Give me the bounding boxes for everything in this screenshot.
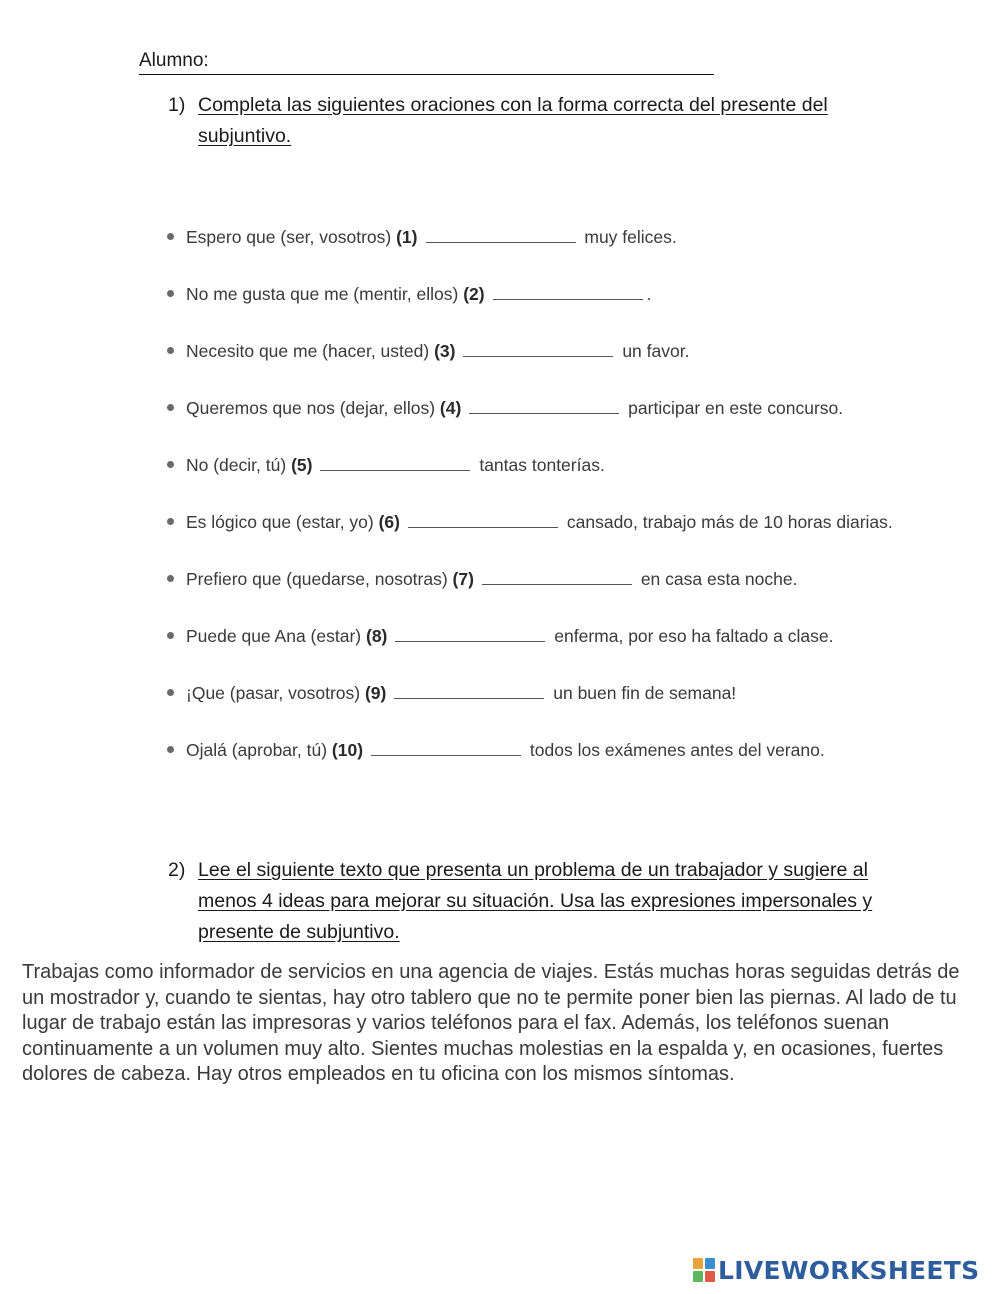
list-item: Puede que Ana (estar) (8) enferma, por eso ha faltado a clase. bbox=[164, 621, 984, 678]
exercise-1-number: 1) bbox=[168, 94, 186, 116]
bullet-icon bbox=[167, 632, 174, 639]
bullet-icon bbox=[167, 746, 174, 753]
reading-passage: Trabajas como informador de servicios en una agencia de viajes. Estás muchas horas seguidas detrás de un mostrador y, cuando te sientas, hay otro tablero que no te permite poner bien las piernas. Al lado de tu lugar de trabajo están las impresoras y varios teléfonos para el fax. Además, los teléfonos suenan continuamente a un volumen muy alto. Sientes muchas molestias en la espalda y, en ocasiones, fuertes dolores de cabeza. Hay otros empleados en tu oficina con los mismos síntomas. bbox=[22, 961, 960, 1085]
bullet-icon bbox=[167, 461, 174, 468]
answer-blank[interactable] bbox=[426, 222, 576, 243]
logo-square-icon bbox=[693, 1271, 703, 1282]
answer-blank[interactable] bbox=[469, 393, 619, 414]
logo-square-icon bbox=[705, 1271, 715, 1282]
logo-square-icon bbox=[705, 1258, 715, 1269]
answer-blank[interactable] bbox=[320, 450, 470, 471]
list-item: Ojalá (aprobar, tú) (10) todos los exámenes antes del verano. bbox=[164, 735, 984, 792]
exercise-1-list bbox=[164, 222, 984, 792]
answer-blank[interactable] bbox=[371, 735, 521, 756]
liveworksheets-logo bbox=[693, 1256, 979, 1284]
exercise-2-instruction bbox=[168, 855, 888, 948]
answer-blank[interactable] bbox=[395, 621, 545, 642]
exercise-2-text: Lee el siguiente texto que presenta un problema de un trabajador y sugiere al menos 4 ideas para mejorar su situación. Usa las expresiones impersonales y presente de subjuntivo. bbox=[198, 859, 873, 943]
student-name-field[interactable] bbox=[139, 48, 714, 75]
student-label: Alumno: bbox=[139, 50, 209, 71]
answer-blank[interactable] bbox=[408, 507, 558, 528]
logo-icon bbox=[693, 1258, 715, 1282]
bullet-icon bbox=[167, 518, 174, 525]
bullet-icon bbox=[167, 689, 174, 696]
answer-blank[interactable] bbox=[463, 336, 613, 357]
list-item: Prefiero que (quedarse, nosotras) (7) en casa esta noche. bbox=[164, 564, 984, 621]
bullet-icon bbox=[167, 404, 174, 411]
list-item: No (decir, tú) (5) tantas tonterías. bbox=[164, 450, 984, 507]
answer-blank[interactable] bbox=[394, 678, 544, 699]
exercise-1-text: Completa las siguientes oraciones con la forma correcta del presente del subjuntivo. bbox=[198, 94, 828, 147]
list-item: ¡Que (pasar, vosotros) (9) un buen fin de semana! bbox=[164, 678, 984, 735]
list-item: Queremos que nos (dejar, ellos) (4) participar en este concurso. bbox=[164, 393, 984, 450]
list-item: Es lógico que (estar, yo) (6) cansado, trabajo más de 10 horas diarias. bbox=[164, 507, 984, 564]
bullet-icon bbox=[167, 575, 174, 582]
exercise-1-instruction bbox=[168, 90, 868, 152]
answer-blank[interactable] bbox=[493, 279, 643, 300]
answer-blank[interactable] bbox=[482, 564, 632, 585]
list-item: Necesito que me (hacer, usted) (3) un favor. bbox=[164, 336, 984, 393]
exercise-2-number: 2) bbox=[168, 859, 186, 881]
bullet-icon bbox=[167, 233, 174, 240]
bullet-icon bbox=[167, 347, 174, 354]
list-item: No me gusta que me (mentir, ellos) (2) . bbox=[164, 279, 984, 336]
logo-square-icon bbox=[693, 1258, 703, 1269]
logo-text: LIVEWORKSHEETS bbox=[718, 1255, 980, 1285]
list-item: Espero que (ser, vosotros) (1) muy felices. bbox=[164, 222, 984, 279]
bullet-icon bbox=[167, 290, 174, 297]
